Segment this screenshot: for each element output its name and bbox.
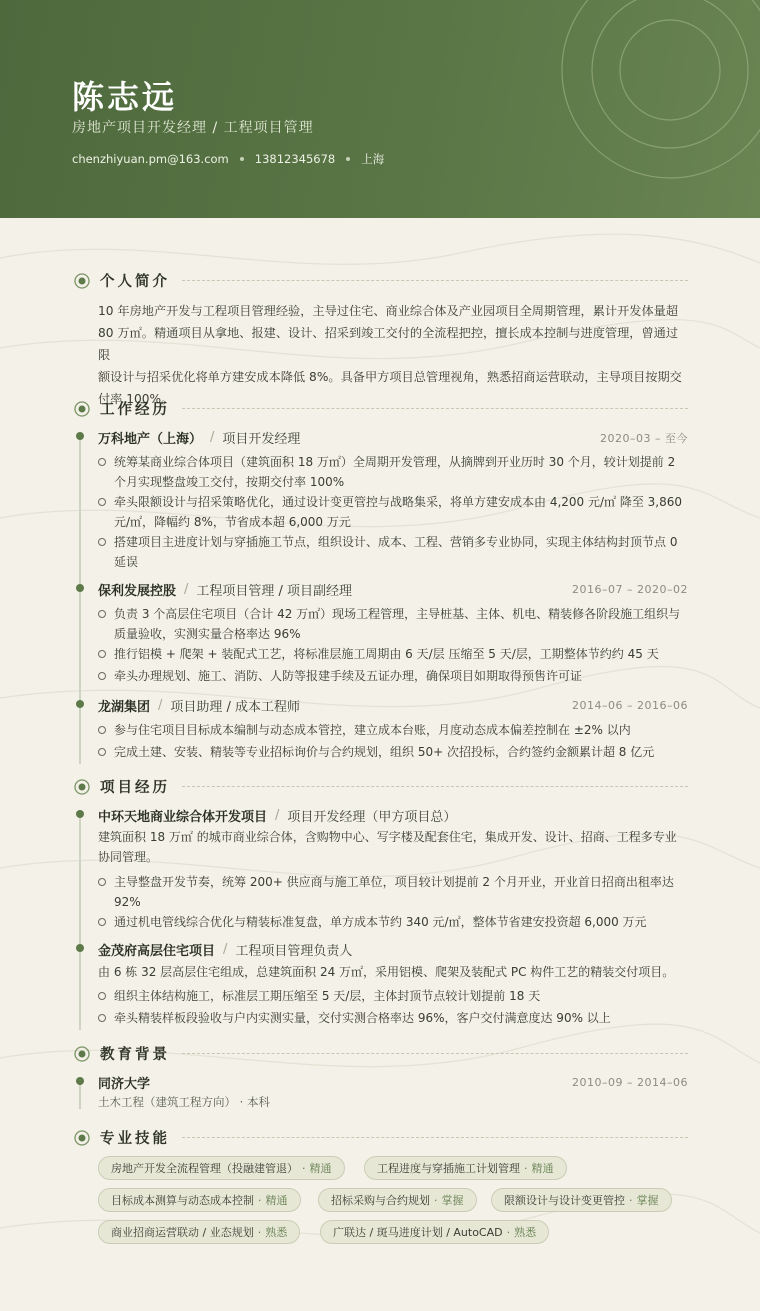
target-icon <box>74 401 90 417</box>
section-divider <box>182 1053 688 1054</box>
timeline-dot-icon <box>76 810 84 818</box>
job-date: 2014–06 – 2016–06 <box>572 699 688 712</box>
separator: / <box>275 808 280 823</box>
bullet-line: 搭建项目主进度计划与穿插施工节点，组织设计、成本、工程、营销多专业协同，实现主体结构封顶节点 0 <box>114 535 678 549</box>
section-title: 个人简介 <box>100 274 170 290</box>
circle-bullet-icon <box>98 498 106 506</box>
bullet-line: 推行铝模 + 爬架 + 装配式工艺，将标准层施工周期由 6 天/层 压缩至 5 天/层，工期整体节约约 45 天 <box>114 647 659 661</box>
section-title: 项目经历 <box>100 780 170 796</box>
target-icon <box>74 273 90 289</box>
skill-tag: 工程进度与穿插施工计划管理 · 精通 <box>364 1156 567 1180</box>
candidate-name: 陈志远 <box>72 78 178 116</box>
circle-bullet-icon <box>98 650 106 658</box>
section-divider <box>182 280 688 281</box>
section-divider <box>182 408 688 409</box>
project-role: 项目开发经理（甲方项目总） <box>287 810 457 825</box>
bullet-line: 主导整盘开发节奏，统筹 200+ 供应商与施工单位，项目较计划提前 2 个月开业，开业首日招商出租率达 <box>114 875 674 889</box>
target-icon <box>74 1130 90 1146</box>
job-role: 工程项目管理 / 项目副经理 <box>196 584 353 599</box>
bullet-line: 牵头限额设计与招采策略优化，通过设计变更管控与战略集采，将单方建安成本由 4,200 元/㎡ 降至 3,860 <box>114 495 683 509</box>
bullet-line: 质量验收，实测实量合格率达 96% <box>114 627 301 641</box>
contact-city: 上海 <box>361 152 385 166</box>
job-bullet <box>98 666 688 686</box>
circle-bullet-icon <box>98 672 106 680</box>
timeline-dot-icon <box>76 432 84 440</box>
circle-bullet-icon <box>98 918 106 926</box>
skill-name: 限额设计与设计变更管控 <box>504 1194 625 1207</box>
job-company: 龙湖集团 <box>98 700 151 715</box>
timeline-dot-icon <box>76 1077 84 1085</box>
description-line: 建筑面积 18 万㎡ 的城市商业综合体，含购物中心、写字楼及配套住宅，集成开发、设计、招商、工程多专业 <box>98 830 677 844</box>
section-divider <box>182 1137 688 1138</box>
job-header <box>98 696 688 715</box>
resume-header <box>0 0 760 218</box>
skill-name: 广联达 / 斑马进度计划 / AutoCAD <box>333 1226 503 1239</box>
profile-paragraph <box>98 300 688 410</box>
section-title: 教育背景 <box>100 1047 170 1063</box>
contact-phone[interactable]: 13812345678 <box>254 152 336 166</box>
skill-tag: 广联达 / 斑马进度计划 / AutoCAD · 熟悉 <box>320 1220 549 1244</box>
skill-level: 精通 <box>309 1162 332 1175</box>
bullet-line: 参与住宅项目目标成本编制与动态成本管控，建立成本台账，月度动态成本偏差控制在 ±2% 以内 <box>114 723 631 737</box>
skill-name: 商业招商运营联动 / 业态规划 <box>111 1226 254 1239</box>
job-header <box>98 428 688 447</box>
bullet-line: 统筹某商业综合体项目（建筑面积 18 万㎡）全周期开发管理，从摘牌到开业历时 30 个月，较计划提前 2 <box>114 455 676 469</box>
skill-tag: 房地产开发全流程管理（投融建管退） · 精通 <box>98 1156 345 1180</box>
job-bullet <box>98 720 688 740</box>
circle-bullet-icon <box>98 878 106 886</box>
circle-bullet-icon <box>98 992 106 1000</box>
skill-tag: 限额设计与设计变更管控 · 掌握 <box>491 1188 672 1212</box>
job-bullet <box>98 742 688 762</box>
circle-bullet-icon <box>98 726 106 734</box>
separator: / <box>158 698 163 713</box>
bullet-line: 通过机电管线综合优化与精装标准复盘，单方成本节约 340 元/㎡，整体节省建安投资超 6,000 万元 <box>114 915 647 929</box>
project-role: 工程项目管理负责人 <box>235 944 353 959</box>
section-title: 工作经历 <box>100 402 170 418</box>
skill-level: 精通 <box>531 1162 554 1175</box>
skill-name: 招标采购与合约规划 <box>331 1194 430 1207</box>
education-date: 2010–09 – 2014–06 <box>572 1076 688 1089</box>
description-line: 协同管理。 <box>98 850 159 864</box>
bullet-line: 92% <box>114 895 141 909</box>
project-name: 中环天地商业综合体开发项目 <box>98 810 268 825</box>
education-major: 土木工程（建筑工程方向） · 本科 <box>98 1095 270 1109</box>
section-projects-header <box>74 776 688 797</box>
target-icon <box>74 779 90 795</box>
timeline-dot-icon <box>76 584 84 592</box>
project-name: 金茂府高层住宅项目 <box>98 944 216 959</box>
timeline-line <box>79 434 81 764</box>
job-bullet <box>98 644 688 664</box>
job-bullet <box>98 492 688 532</box>
target-icon <box>74 1046 90 1062</box>
skill-level: 熟悉 <box>514 1226 537 1239</box>
project-bullet <box>98 912 688 932</box>
job-date: 2020–03 – 至今 <box>600 431 688 445</box>
skill-level: 掌握 <box>636 1194 659 1207</box>
project-header <box>98 806 688 825</box>
timeline-dot-icon <box>76 944 84 952</box>
bullet-line: 个月实现整盘竣工交付，按期交付率 100% <box>114 475 345 489</box>
timeline-line <box>79 812 81 1030</box>
profile-line: 额设计与招采优化将单方建安成本降低 8%。具备甲方项目总管理视角，熟悉招商运营联动，主导项目按期交 <box>98 370 682 384</box>
job-role: 项目助理 / 成本工程师 <box>170 700 301 715</box>
skill-name: 目标成本测算与动态成本控制 <box>111 1194 254 1207</box>
skill-tag: 目标成本测算与动态成本控制 · 精通 <box>98 1188 301 1212</box>
description-line: 由 6 栋 32 层高层住宅组成，总建筑面积 24 万㎡，采用铝模、爬架及装配式 PC 构件工艺的精装交付项目。 <box>98 965 675 979</box>
bullet-line: 元/㎡，降幅约 8%，节省成本超 6,000 万元 <box>114 515 351 529</box>
education-header <box>98 1073 688 1092</box>
profile-line: 10 年房地产开发与工程项目管理经验，主导过住宅、商业综合体及产业园项目全周期管理，累计开发体量超 <box>98 304 679 318</box>
job-bullet <box>98 532 688 572</box>
job-bullet <box>98 604 688 644</box>
project-bullet <box>98 986 688 1006</box>
section-work-header <box>74 398 688 419</box>
bullet-line: 负责 3 个高层住宅项目（合计 42 万㎡）现场工程管理，主导桩基、主体、机电、精装修各阶段施工组织与 <box>114 607 681 621</box>
separator: / <box>184 582 189 597</box>
skill-name: 房地产开发全流程管理（投融建管退） <box>111 1162 298 1175</box>
bullet-line: 牵头精装样板段验收与户内实测实量，交付实测合格率达 96%，客户交付满意度达 90% 以上 <box>114 1011 611 1025</box>
job-company: 保利发展控股 <box>98 584 177 599</box>
profile-line: 80 万㎡。精通项目从拿地、报建、设计、招采到竣工交付的全流程把控，擅长成本控制与进度管理，曾通过限 <box>98 326 679 362</box>
job-role: 项目开发经理 <box>222 432 301 447</box>
section-title: 专业技能 <box>100 1131 170 1147</box>
profile-line: 付率 100%。 <box>98 392 174 406</box>
job-date: 2016–07 – 2020–02 <box>572 583 688 596</box>
circle-bullet-icon <box>98 610 106 618</box>
circle-bullet-icon <box>98 748 106 756</box>
bullet-line: 延误 <box>114 555 139 569</box>
candidate-subtitle: 房地产项目开发经理 / 工程项目管理 <box>72 120 314 136</box>
job-company: 万科地产（上海） <box>98 432 203 447</box>
separator-dot <box>240 157 244 161</box>
separator-dot <box>346 157 350 161</box>
skill-level: 熟悉 <box>265 1226 288 1239</box>
job-bullet <box>98 452 688 492</box>
separator: / <box>210 430 215 445</box>
bullet-line: 完成土建、安装、精装等专业招标询价与合约规划，组织 50+ 次招投标，合约签约金额累计超 8 亿元 <box>114 745 655 759</box>
project-bullet <box>98 1008 688 1028</box>
skill-tag: 招标采购与合约规划 · 掌握 <box>318 1188 477 1212</box>
section-divider <box>182 786 688 787</box>
skill-name: 工程进度与穿插施工计划管理 <box>377 1162 520 1175</box>
separator: / <box>223 942 228 957</box>
bullet-line: 组织主体结构施工，标准层工期压缩至 5 天/层，主体封顶节点较计划提前 18 天 <box>114 989 541 1003</box>
bullet-line: 牵头办理规划、施工、消防、人防等报建手续及五证办理，确保项目如期取得预售许可证 <box>114 669 583 683</box>
circle-bullet-icon <box>98 458 106 466</box>
circle-bullet-icon <box>98 1014 106 1022</box>
job-header <box>98 580 688 599</box>
contact-email[interactable]: chenzhiyuan.pm@163.com <box>72 152 229 166</box>
skill-level: 掌握 <box>441 1194 464 1207</box>
skill-tag: 商业招商运营联动 / 业态规划 · 熟悉 <box>98 1220 300 1244</box>
project-description <box>98 962 688 982</box>
project-header <box>98 940 688 959</box>
section-skills-header <box>74 1127 688 1148</box>
project-bullet <box>98 872 688 912</box>
skill-level: 精通 <box>265 1194 288 1207</box>
header-decor-circles <box>500 0 760 218</box>
circle-bullet-icon <box>98 538 106 546</box>
timeline-dot-icon <box>76 700 84 708</box>
project-description <box>98 827 688 867</box>
section-education-header <box>74 1043 688 1064</box>
school-name: 同济大学 <box>98 1077 151 1092</box>
contact-row <box>72 151 384 167</box>
section-profile-header <box>74 270 688 291</box>
